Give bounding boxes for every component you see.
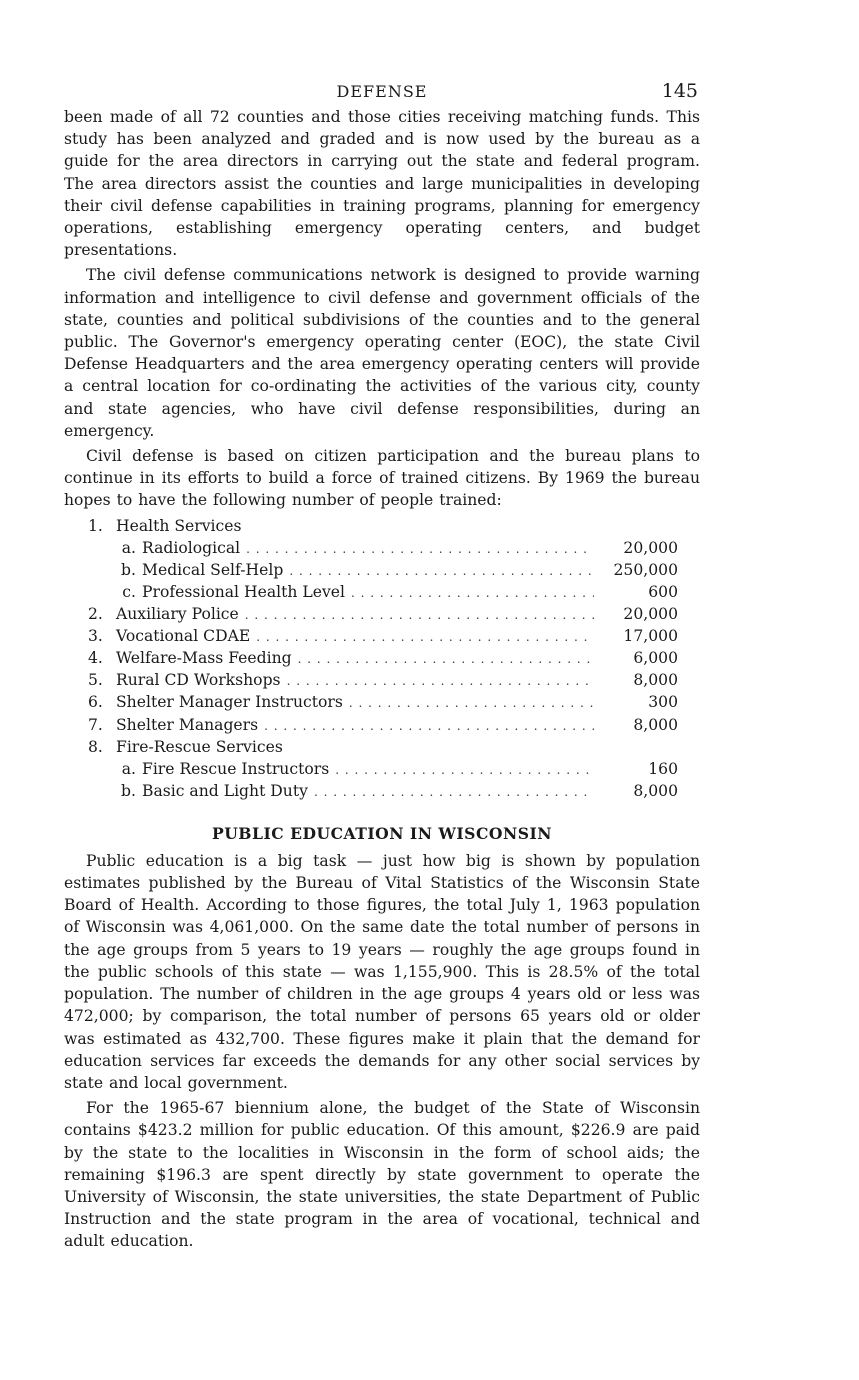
dot-leader xyxy=(264,715,594,737)
list-item-number: 8. xyxy=(88,737,103,756)
dot-leader xyxy=(246,538,594,560)
list-item xyxy=(88,714,678,736)
list-item xyxy=(88,603,678,625)
list-item-label: Medical Self-Help xyxy=(142,560,284,579)
list-item-number: a. xyxy=(121,538,136,557)
list-item-label: Shelter Managers xyxy=(116,715,259,734)
section-heading: PUBLIC EDUCATION IN WISCONSIN xyxy=(211,823,553,843)
list-item-label: Vocational CDAE xyxy=(116,627,251,646)
list-item-number: 1. xyxy=(88,516,103,535)
running-head xyxy=(64,78,700,106)
list-item-value: 6,000 xyxy=(633,649,678,668)
list-item-value: 8,000 xyxy=(633,781,678,800)
list-item-label: Rural CD Workshops xyxy=(116,671,281,690)
list-item-label: Radiological xyxy=(142,538,241,557)
list-item-value: 17,000 xyxy=(623,627,678,646)
page-number: 145 xyxy=(661,80,698,102)
list-item-value: 8,000 xyxy=(633,715,678,734)
list-item-number: 3. xyxy=(88,627,103,646)
list-item-label: Shelter Manager Instructors xyxy=(116,693,343,712)
list-item-label: Welfare-Mass Feeding xyxy=(116,649,292,668)
list-item-number: 4. xyxy=(88,649,103,668)
list-item-label: Basic and Light Duty xyxy=(142,781,308,800)
list-item-number: 7. xyxy=(88,715,103,734)
dot-leader xyxy=(349,692,594,714)
dot-leader xyxy=(335,759,594,781)
list-item-value: 160 xyxy=(648,759,678,778)
list-item-value: 250,000 xyxy=(613,560,678,579)
list-item-value: 20,000 xyxy=(623,538,678,557)
running-head-title: DEFENSE xyxy=(336,82,428,101)
list-item-number: a. xyxy=(121,759,136,778)
paragraph-budget: For the 1965-67 biennium alone, the budget of the State of Wisconsin contains $423.2 million for public education. Of this amount, $226.9 are paid by the state to the localities in Wisconsin in the form of school aids; the remaining $196.3 are spent directly by state government to operate the University of Wisconsin, the state universities, the state Department of Public Instruction and the state program in the area of vocational, technical and adult education. xyxy=(64,1099,700,1251)
dot-leader xyxy=(298,648,594,670)
list-item xyxy=(88,647,678,669)
paragraph-survey: been made of all 72 counties and those cities receiving matching funds. This study has been analyzed and graded and is now used by the bureau as a guide for the area directors in carrying out the state and federal program. The area directors assist the counties and large municipalities in developing their civil defense capabilities in training programs, planning for emergency operations, establishing emergency operating centers, and budget presentations. xyxy=(64,108,700,260)
list-item xyxy=(88,736,678,758)
dot-leader xyxy=(289,560,594,582)
list-item xyxy=(88,581,678,603)
paragraph-citizen-participation: Civil defense is based on citizen participation and the bureau plans to continue in its efforts to build a force of trained citizens. By 1969 the bureau hopes to have the following number of people trained: xyxy=(64,447,700,510)
dot-leader xyxy=(287,670,594,692)
list-item-number: 5. xyxy=(88,671,103,690)
page xyxy=(64,78,700,1253)
list-item xyxy=(88,780,678,802)
list-item-value: 20,000 xyxy=(623,605,678,624)
dot-leader xyxy=(256,626,594,648)
list-item-label: Fire-Rescue Services xyxy=(116,737,283,756)
list-item-label: Fire Rescue Instructors xyxy=(142,759,330,778)
list-item xyxy=(88,515,678,537)
list-item-number: b. xyxy=(121,781,136,800)
dot-leader xyxy=(351,582,594,604)
dot-leader xyxy=(314,781,594,803)
paragraph-population: Public education is a big task — just how big is shown by population estimates published by the Bureau of Vital Statistics of the Wisconsin State Board of Health. According to those figures, the total July 1, 1963 population of Wisconsin was 4,061,000. On the same date the total number of persons in the age groups from 5 years to 19 years — roughly the age groups found in the public schools of this state — was 1,155,900. This is 28.5% of the total population. The number of children in the age groups 4 years old or less was 472,000; by comparison, the total number of persons 65 years old or older was estimated as 432,700. These figures make it plain that the demand for education services far exceeds the demands for any other social services by state and local government. xyxy=(64,851,700,1092)
list-item xyxy=(88,625,678,647)
list-item-value: 300 xyxy=(648,693,678,712)
list-item-value: 600 xyxy=(648,582,678,601)
list-item xyxy=(88,537,678,559)
list-item-number: 2. xyxy=(88,605,103,624)
paragraph-communications: The civil defense communications network is designed to provide warning information and intelligence to civil defense and government officials of the state, counties and political subdivisions of the counties and to the general public. The Governor's emergency operating center (EOC), the state Civil Defense Headquarters and the area emergency operating centers will provide a central location for co-ordinating the activities of the various city, county and state agencies, who have civil defense responsibilities, during an emergency. xyxy=(64,266,700,440)
list-item-label: Professional Health Level xyxy=(142,582,345,601)
list-item xyxy=(88,559,678,581)
list-item-label: Auxiliary Police xyxy=(116,605,239,624)
list-item-number: b. xyxy=(121,560,136,579)
list-item xyxy=(88,691,678,713)
list-item xyxy=(88,669,678,691)
dot-leader xyxy=(245,604,594,626)
list-item-label: Health Services xyxy=(116,516,242,535)
list-item-value: 8,000 xyxy=(633,671,678,690)
list-item-number: c. xyxy=(122,582,136,601)
list-item xyxy=(88,758,678,780)
training-list xyxy=(88,515,678,802)
list-item-number: 6. xyxy=(88,693,103,712)
